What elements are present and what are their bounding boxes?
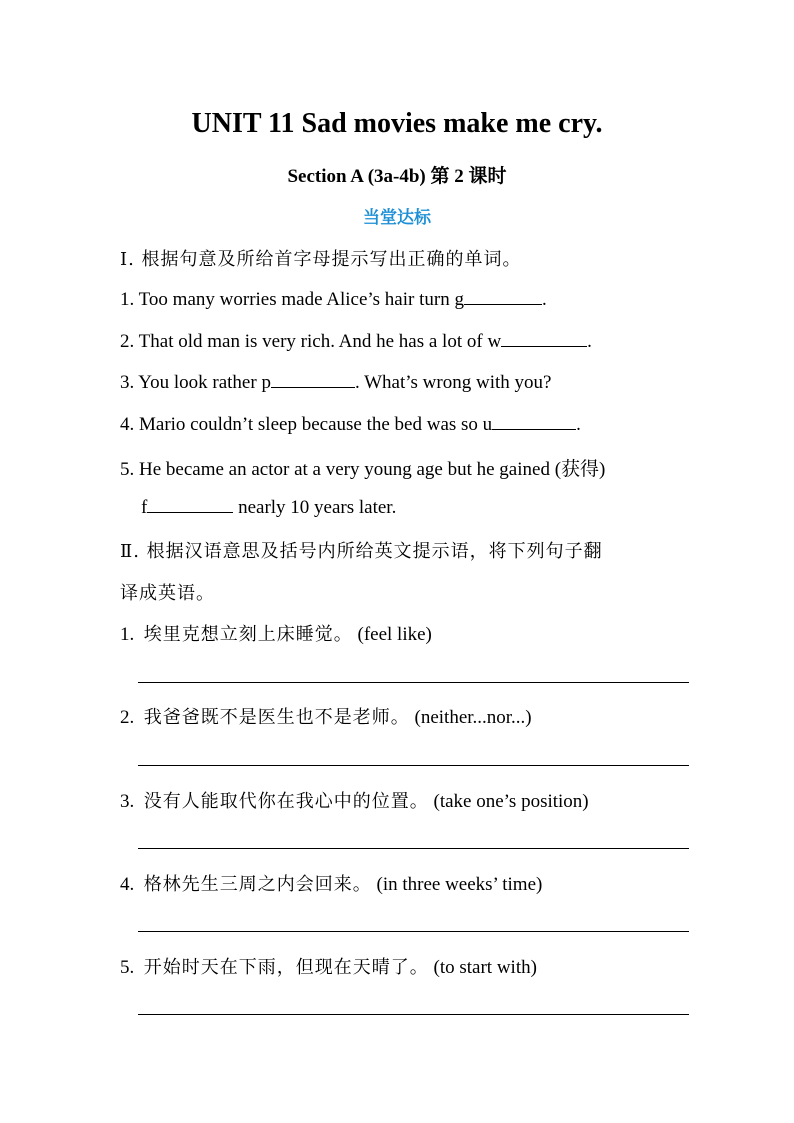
item-text: 2. That old man is very rich. And he has a lot of w [120, 331, 502, 352]
item-chinese: 我爸爸既不是医生也不是老师。 [143, 707, 410, 728]
answer-line[interactable] [138, 682, 689, 683]
exercise-item-continuation [141, 495, 396, 519]
answer-line[interactable] [138, 848, 689, 849]
exercise-item [120, 287, 547, 311]
exercise-item [120, 412, 581, 436]
item-text: f [141, 497, 148, 518]
section-subtitle: Section A (3a-4b) 第 2 课时 [287, 166, 507, 187]
translation-item [120, 703, 532, 729]
item-hint: (take one’s position) [433, 791, 589, 812]
item-chinese: 格林先生三周之内会回来。 [143, 874, 372, 895]
translation-item [120, 870, 542, 896]
item-hint: (feel like) [357, 624, 432, 645]
item-number: 1. [120, 624, 135, 645]
exercise-item [120, 370, 551, 394]
translation-item [120, 787, 589, 813]
item-number: 2. [120, 707, 135, 728]
item-text: nearly 10 years later. [238, 497, 397, 518]
answer-line[interactable] [138, 931, 689, 932]
item-hint: (to start with) [433, 957, 537, 978]
answer-blank[interactable] [492, 412, 576, 430]
page-title: UNIT 11 Sad movies make me cry. [191, 108, 603, 139]
item-chinese: 没有人能取代你在我心中的位置。 [143, 791, 429, 812]
item-number: 5. [120, 957, 135, 978]
item-number: 3. [120, 791, 135, 812]
item-hint: (in three weeks’ time) [376, 874, 543, 895]
answer-line[interactable] [138, 765, 689, 766]
exercise-item [120, 329, 592, 353]
item-chinese: 埃里克想立刻上床睡觉。 [143, 624, 353, 645]
answer-blank[interactable] [464, 287, 542, 305]
part1-heading: Ⅰ. 根据句意及所给首字母提示写出正确的单词。 [120, 249, 522, 270]
part2-heading: Ⅱ. 根据汉语意思及括号内所给英文提示语，将下列句子翻 [120, 541, 603, 562]
item-text: 5. He became an actor at a very young age but he gained (获得) [120, 459, 606, 480]
answer-blank[interactable] [271, 370, 355, 388]
translation-item [120, 953, 537, 979]
item-text: 1. Too many worries made Alice’s hair turn g [120, 289, 464, 310]
translation-item [120, 620, 432, 646]
item-text: . [587, 331, 592, 352]
answer-blank[interactable] [147, 495, 233, 513]
answer-line[interactable] [138, 1014, 689, 1015]
item-text: . [576, 414, 581, 435]
item-number: 4. [120, 874, 135, 895]
item-text: . What’s wrong with you? [354, 372, 552, 393]
item-text: 3. You look rather p [120, 372, 271, 393]
answer-blank[interactable] [501, 329, 587, 347]
part2-heading-cont: 译成英语。 [120, 583, 215, 604]
item-hint: (neither...nor...) [414, 707, 532, 728]
item-text: . [541, 289, 547, 310]
exercise-item [120, 454, 605, 481]
item-chinese: 开始时天在下雨，但现在天晴了。 [143, 957, 429, 978]
section-tag: 当堂达标 [363, 208, 431, 228]
item-text: 4. Mario couldn’t sleep because the bed was so u [120, 414, 493, 435]
